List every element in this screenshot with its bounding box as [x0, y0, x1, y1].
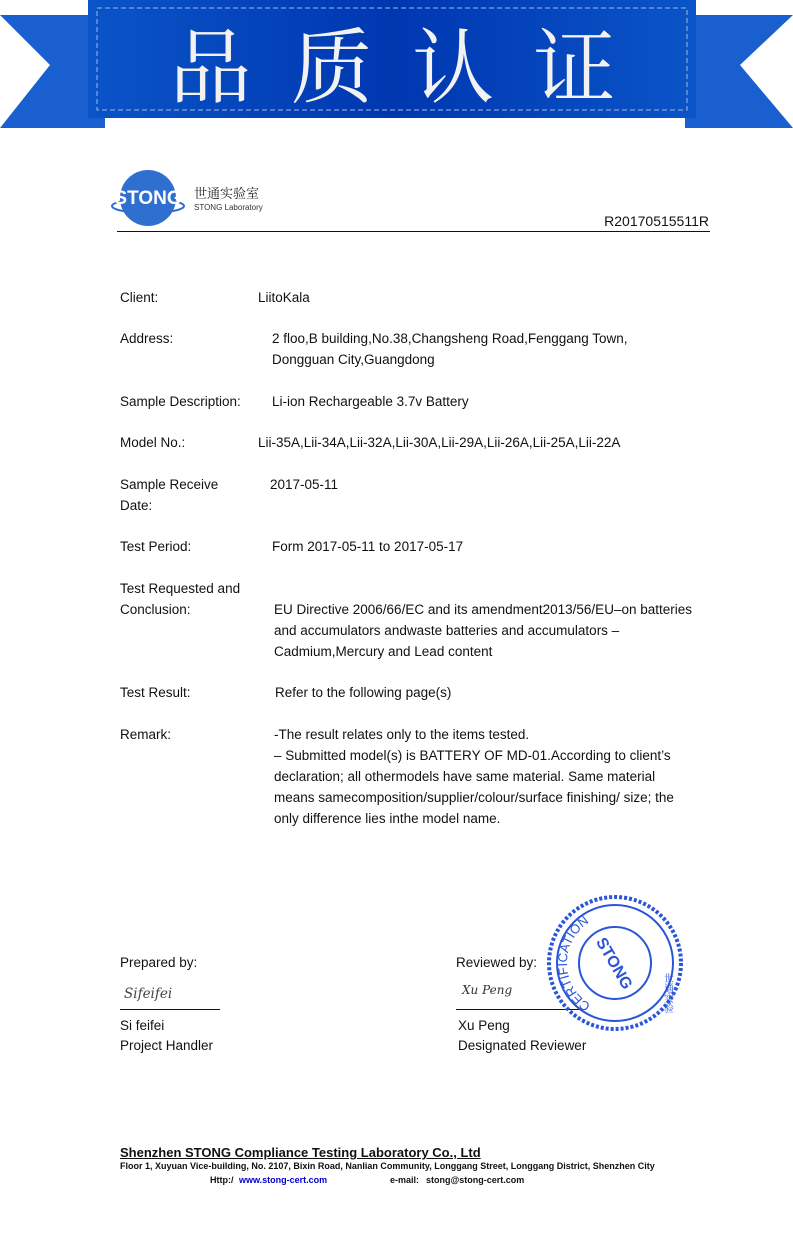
banner-title: [90, 6, 695, 116]
prepared-label: Prepared by:: [120, 955, 198, 970]
test-period-value: Form 2017-05-11 to 2017-05-17: [272, 539, 464, 554]
address-value: 2 floo,B building,No.38,Changsheng Road,Fenggang Town, Dongguan City,Guangdong: [272, 331, 628, 367]
model-value: Lii-35A,Lii-34A,Lii-32A,Lii-30A,Lii-29A,Lii-26A,Lii-25A,Lii-22A: [258, 435, 621, 450]
signature-line: [120, 1009, 220, 1010]
stong-logo: [108, 168, 283, 233]
svg-text:CERTIFICATION: CERTIFICATION: [554, 912, 593, 1015]
company-address: Floor 1, Xuyuan Vice-building, No. 2107, Bixin Road, Nanlian Community, Longgang Street, Longgang District, Shenzhen City: [120, 1161, 655, 1171]
client-label: Client:: [120, 290, 159, 305]
svg-text:STONG: STONG: [114, 188, 182, 209]
svg-text:世通实验: 世通实验: [661, 973, 673, 1013]
banner-char: 证: [533, 20, 616, 116]
reviewed-signature: Xu Peng: [462, 983, 513, 997]
footer: [120, 1145, 720, 1185]
email-label: e-mail:: [390, 1175, 420, 1185]
test-period-label: Test Period:: [120, 539, 192, 554]
reviewed-role: Designated Reviewer: [458, 1038, 587, 1053]
remark-line-2: – Submitted model(s) is BATTERY OF MD-01.According to client’s declaration; all othermodels have same material. Same material means samecomposition/supplier/colour/surface finishing/ size; the only difference lies inthe model name.: [274, 748, 674, 826]
banner-char: 品: [169, 20, 252, 116]
http-label: Http:/: [210, 1175, 234, 1185]
reviewed-name: Xu Peng: [458, 1018, 510, 1033]
sample-description-value: Li-ion Rechargeable 3.7v Battery: [272, 394, 469, 409]
test-requested-value: EU Directive 2006/66/EC and its amendment2013/56/EU–on batteries and accumulators andwaste batteries and accumulators – Cadmium,Mercury and Lead content: [274, 602, 692, 659]
client-value: LiitoKala: [258, 290, 310, 305]
report-number: R20170515511R: [604, 213, 709, 229]
receive-date-value: 2017-05-11: [270, 477, 339, 492]
remark-label: Remark:: [120, 727, 172, 742]
prepared-role: Project Handler: [120, 1038, 214, 1053]
prepared-name: Si feifei: [120, 1018, 165, 1033]
test-result-value: Refer to the following page(s): [275, 685, 452, 700]
remark-line-1: -The result relates only to the items tested.: [274, 727, 530, 742]
address-label: Address:: [120, 331, 174, 346]
company-name: Shenzhen STONG Compliance Testing Laboratory Co., Ltd: [120, 1145, 481, 1160]
website-link[interactable]: www.stong-cert.com: [239, 1175, 328, 1185]
test-requested-label: Test Requested and Conclusion:: [120, 581, 241, 617]
reviewed-label: Reviewed by:: [456, 955, 538, 970]
test-result-label: Test Result:: [120, 685, 191, 700]
receive-date-label: Sample Receive Date:: [120, 477, 219, 513]
svg-text:STONG: STONG: [592, 934, 636, 993]
svg-text:世通实验室: 世通实验室: [194, 187, 260, 202]
certification-stamp: [545, 893, 685, 1033]
svg-text:STONG Laboratory: STONG Laboratory: [194, 203, 263, 212]
sample-description-label: Sample Description:: [120, 394, 241, 409]
email-address: stong@stong-cert.com: [426, 1175, 525, 1185]
prepared-signature: Sifeifei: [124, 986, 173, 1002]
banner-char: 质: [290, 20, 373, 116]
banner-char: 认: [412, 20, 495, 116]
divider: [117, 231, 710, 232]
model-label: Model No.:: [120, 435, 186, 450]
